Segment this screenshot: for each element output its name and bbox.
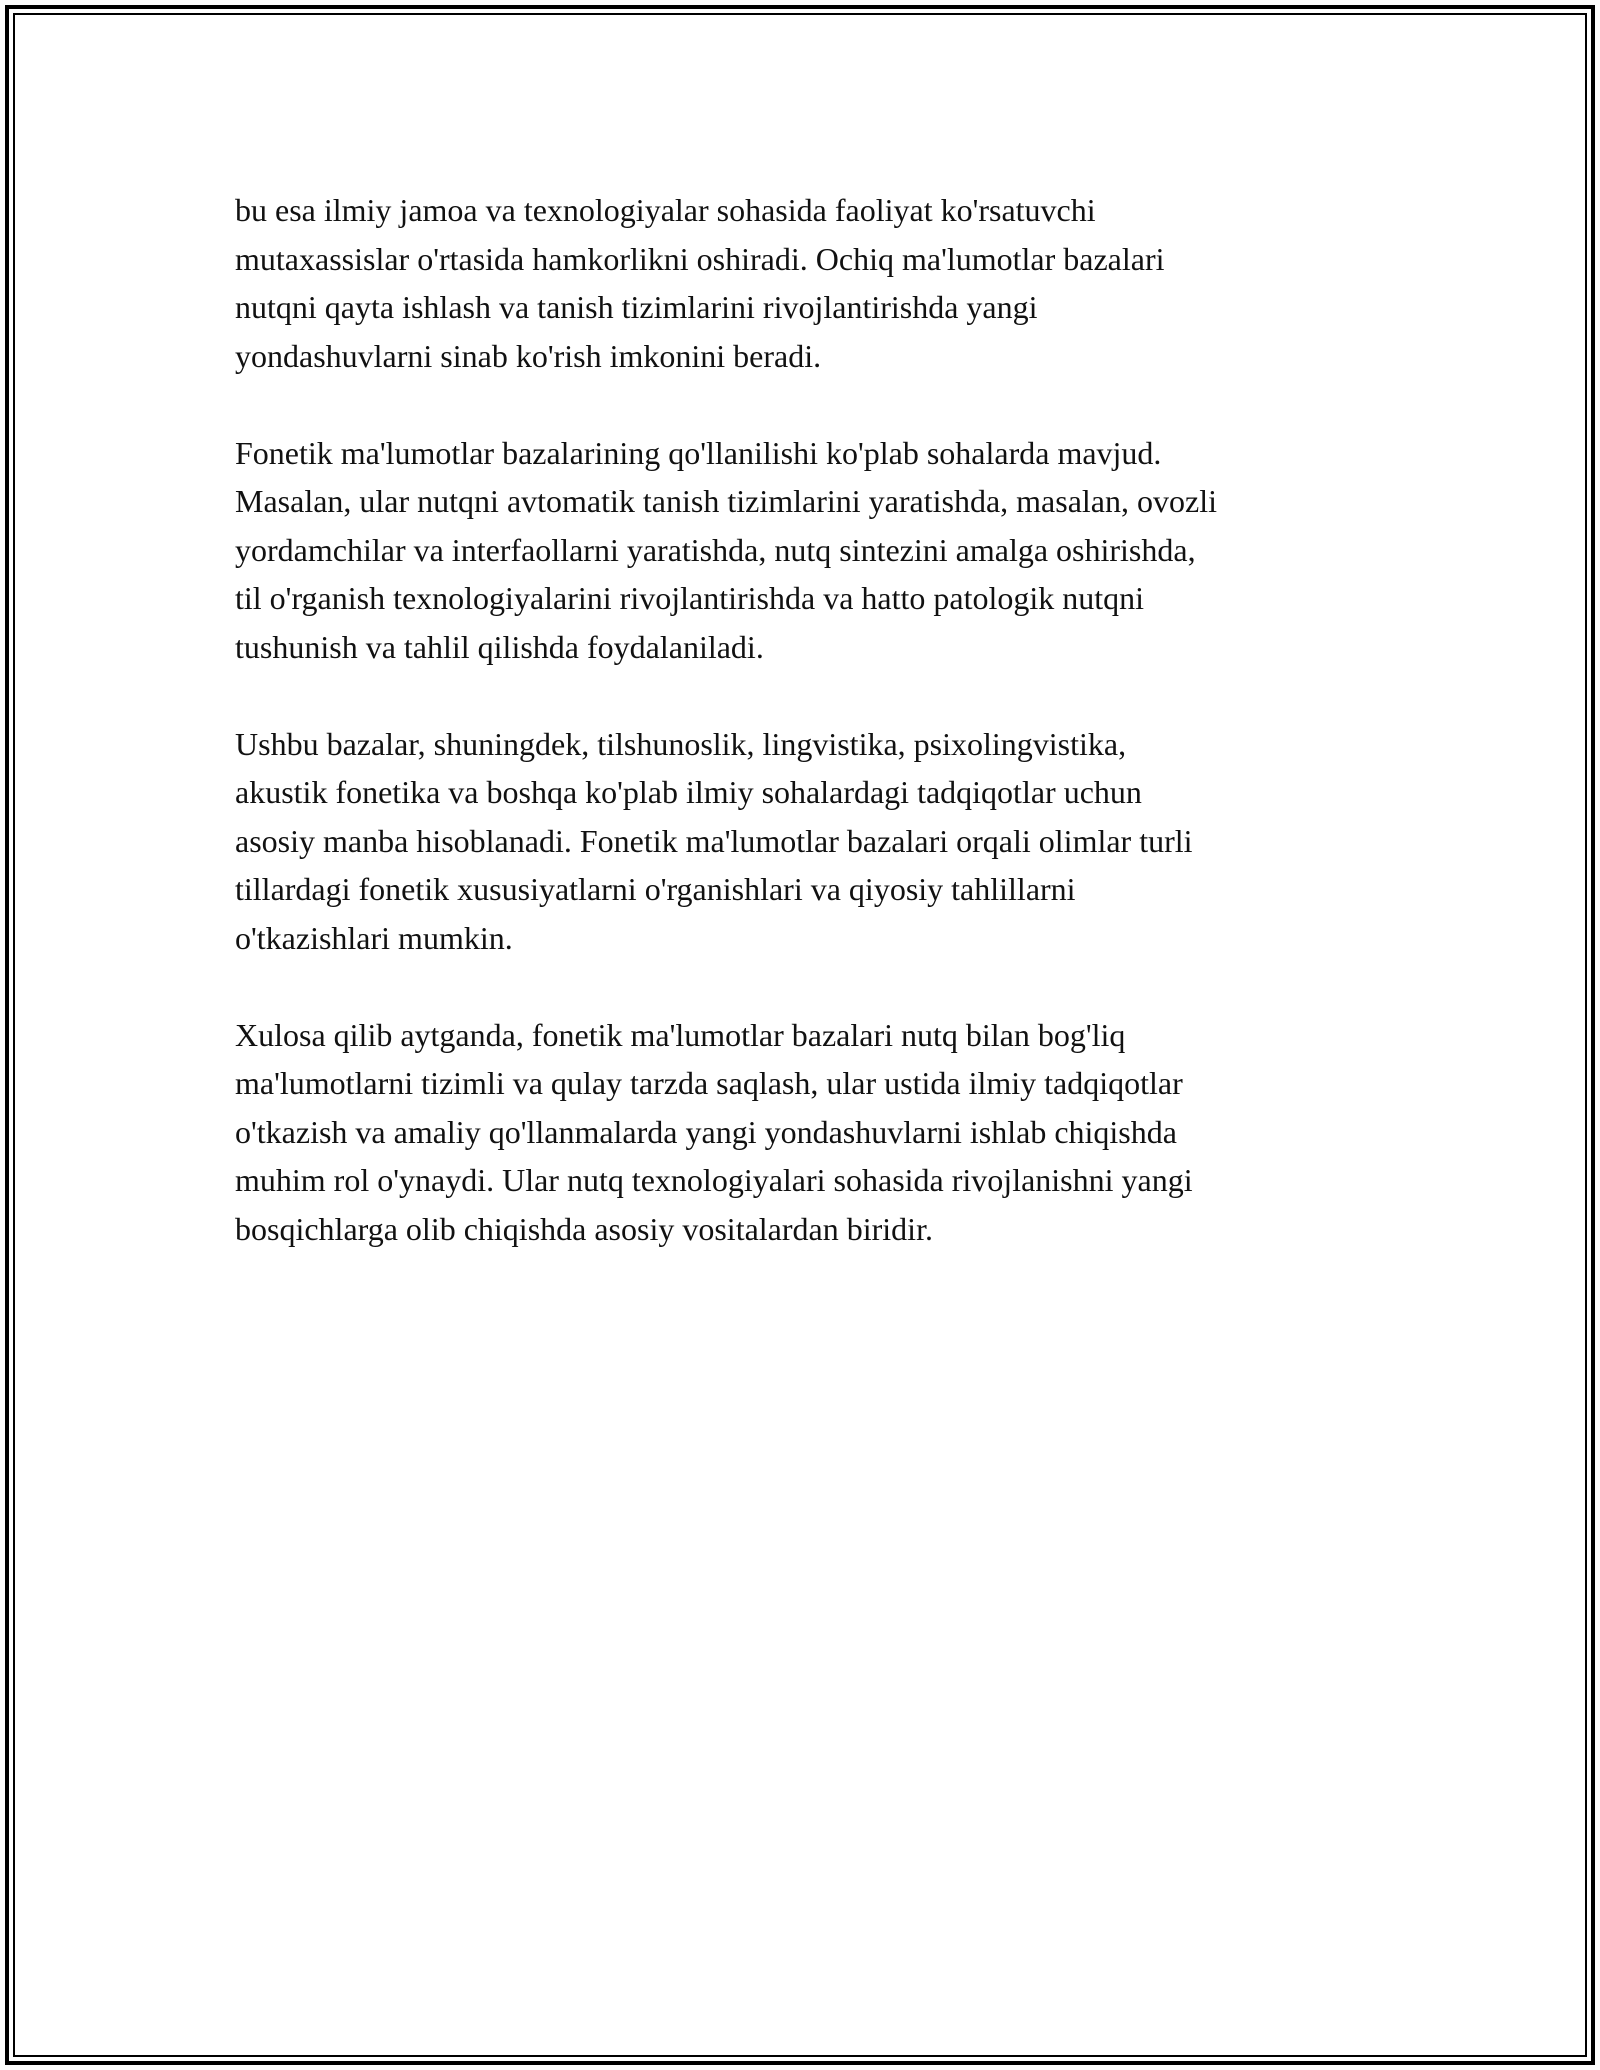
text-line: yordamchilar va interfaollarni yaratishda, nutq sintezini amalga oshirishda, [235,531,1196,568]
text-line: o'tkazish va amaliy qo'llanmalarda yangi yondashuvlarni ishlab chiqishda [235,1113,1177,1150]
text-line: o'tkazishlari mumkin. [235,919,513,956]
document-body [235,186,1385,1302]
text-line: Masalan, ular nutqni avtomatik tanish tizimlarini yaratishda, masalan, ovozli [235,483,1217,519]
text-line: yondashuvlarni sinab ko'rish imkonini beradi. [235,337,822,374]
text-line: Fonetik ma'lumotlar bazalarining qo'llanilishi ko'plab sohalarda mavjud. [235,434,1162,471]
text-line: nutqni qayta ishlash va tanish tizimlarini rivojlantirishda yangi [235,289,1038,325]
text-line: Xulosa qilib aytganda, fonetik ma'lumotlar bazalari nutq bilan bog'liq [235,1016,1126,1053]
paragraph-3 [235,720,1385,963]
text-line: bosqichlarga olib chiqishda asosiy vositalardan biridir. [235,1210,933,1247]
text-line: til o'rganish texnologiyalarini rivojlantirishda va hatto patologik nutqni [235,580,1145,616]
text-line: tillardagi fonetik xususiyatlarni o'rganishlari va qiyosiy tahlillarni [235,871,1076,907]
text-line: Ushbu bazalar, shuningdek, tilshunoslik, lingvistika, psixolingvistika, [235,725,1127,762]
text-line: bu esa ilmiy jamoa va texnologiyalar sohasida faoliyat ko'rsatuvchi [235,192,1096,228]
text-line: ma'lumotlarni tizimli va qulay tarzda saqlash, ular ustida ilmiy tadqiqotlar [235,1065,1183,1101]
paragraph-2 [235,429,1385,672]
text-line: akustik fonetika va boshqa ko'plab ilmiy sohalardagi tadqiqotlar uchun [235,774,1142,810]
paragraph-4 [235,1011,1385,1254]
text-line: mutaxassislar o'rtasida hamkorlikni oshiradi. Ochiq ma'lumotlar bazalari [235,240,1165,277]
text-line: muhim rol o'ynaydi. Ular nutq texnologiyalari sohasida rivojlanishni yangi [235,1162,1193,1198]
text-line: asosiy manba hisoblanadi. Fonetik ma'lumotlar bazalari orqali olimlar turli [235,822,1193,859]
paragraph-1 [235,186,1385,380]
text-line: tushunish va tahlil qilishda foydalaniladi. [235,628,764,665]
